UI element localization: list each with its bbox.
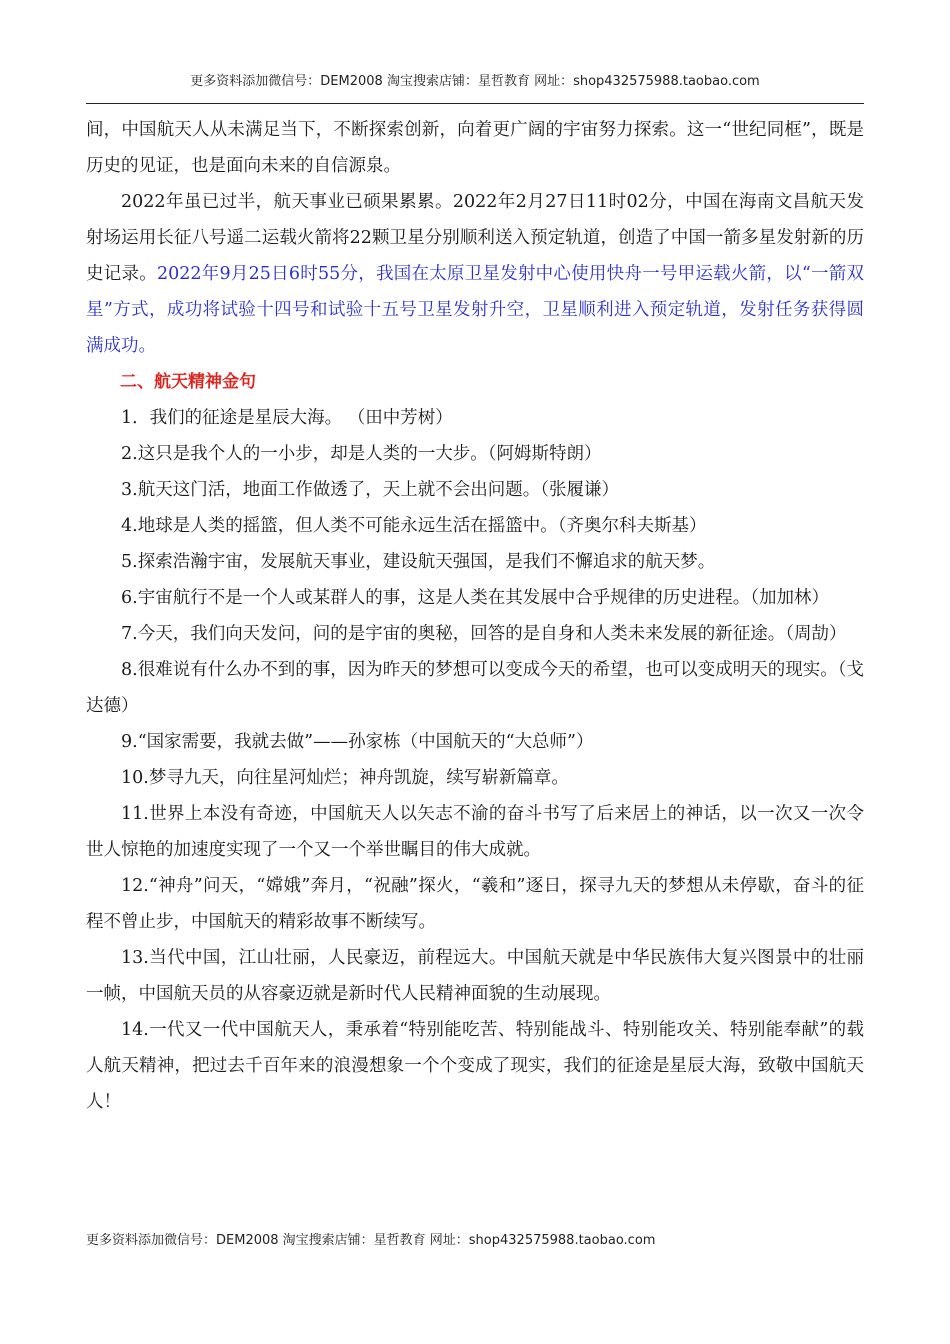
header-divider bbox=[86, 103, 864, 104]
paragraph-2022-highlight: 2022年9月25日6时55分，我国在太原卫星发射中心使用快舟一号甲运载火箭，以“一箭双星”方式，成功将试验十四号和试验十五号卫星发射升空，卫星顺利进入预定轨道，发射任务获得圆满成功。 bbox=[86, 264, 865, 356]
quote-item: 14.一代又一代中国航天人，秉承着“特别能吃苦、特别能战斗、特别能攻关、特别能奉献”的载人航天精神，把过去千百年来的浪漫想象一个个变成了现实，我们的征途是星辰大海，致敬中国航天人！ bbox=[86, 1020, 864, 1112]
page-header: 更多资料添加微信号：DEM2008 淘宝搜索店铺：星哲教育 网址：shop432575988.taobao.com bbox=[190, 74, 760, 89]
paragraph-2022-achievements bbox=[86, 184, 864, 364]
paragraph-2022-text: 2022年虽已过半，航天事业已硕果累累。2022年2月27日11时02分，中国在海南文昌航天发射场运用长征八号遥二运载火箭将22颗卫星分别顺利送入预定轨道，创造了中国一箭多星发射新的历史记录。 bbox=[86, 192, 864, 284]
quote-item: 13.当代中国，江山壮丽，人民豪迈，前程远大。中国航天就是中华民族伟大复兴图景中的壮丽一帧，中国航天员的从容豪迈就是新时代人民精神面貌的生动展现。 bbox=[86, 948, 864, 1004]
paragraph-continued: 间，中国航天人从未满足当下，不断探索创新，向着更广阔的宇宙努力探索。这一“世纪同框”，既是历史的见证，也是面向未来的自信源泉。 bbox=[86, 120, 864, 176]
document-body bbox=[86, 112, 864, 1120]
quote-item: 2.这只是我个人的一小步，却是人类的一大步。（阿姆斯特朗） bbox=[121, 444, 602, 464]
quote-item: 12.“神舟”问天，“嫦娥”奔月，“祝融”探火，“羲和”逐日，探寻九天的梦想从未停歇，奋斗的征程不曾止步，中国航天的精彩故事不断续写。 bbox=[86, 876, 864, 932]
quote-item: 11.世界上本没有奇迹，中国航天人以矢志不渝的奋斗书写了后来居上的神话，以一次又一次令世人惊艳的加速度实现了一个又一个举世瞩目的伟大成就。 bbox=[86, 804, 864, 860]
quote-item: 5.探索浩瀚宇宙，发展航天事业，建设航天强国，是我们不懈追求的航天梦。 bbox=[121, 552, 716, 572]
quote-item: 8.很难说有什么办不到的事，因为昨天的梦想可以变成今天的希望，也可以变成明天的现实。（戈达德） bbox=[86, 660, 864, 716]
quote-item: 4.地球是人类的摇篮，但人类不可能永远生活在摇篮中。（齐奥尔科夫斯基） bbox=[121, 516, 707, 536]
quote-item: 7.今天，我们向天发问，问的是宇宙的奥秘，回答的是自身和人类未来发展的新征途。（周劼） bbox=[121, 624, 847, 644]
quote-item: 6.宇宙航行不是一个人或某群人的事，这是人类在其发展中合乎规律的历史进程。（加加林） bbox=[121, 588, 829, 608]
section-heading: 二、航天精神金句 bbox=[120, 372, 256, 392]
quote-item: 3.航天这门活，地面工作做透了，天上就不会出问题。（张履谦） bbox=[121, 480, 619, 500]
quote-item: 9.“国家需要，我就去做”——孙家栋（中国航天的“大总师”） bbox=[121, 732, 594, 752]
quote-item: 10.梦寻九天，向往星河灿烂；神舟凯旋，续写崭新篇章。 bbox=[121, 768, 569, 788]
page-footer: 更多资料添加微信号：DEM2008 淘宝搜索店铺：星哲教育 网址：shop432575988.taobao.com bbox=[86, 1233, 656, 1248]
quote-item: 1．我们的征途是星辰大海。 （田中芳树） bbox=[121, 408, 453, 428]
